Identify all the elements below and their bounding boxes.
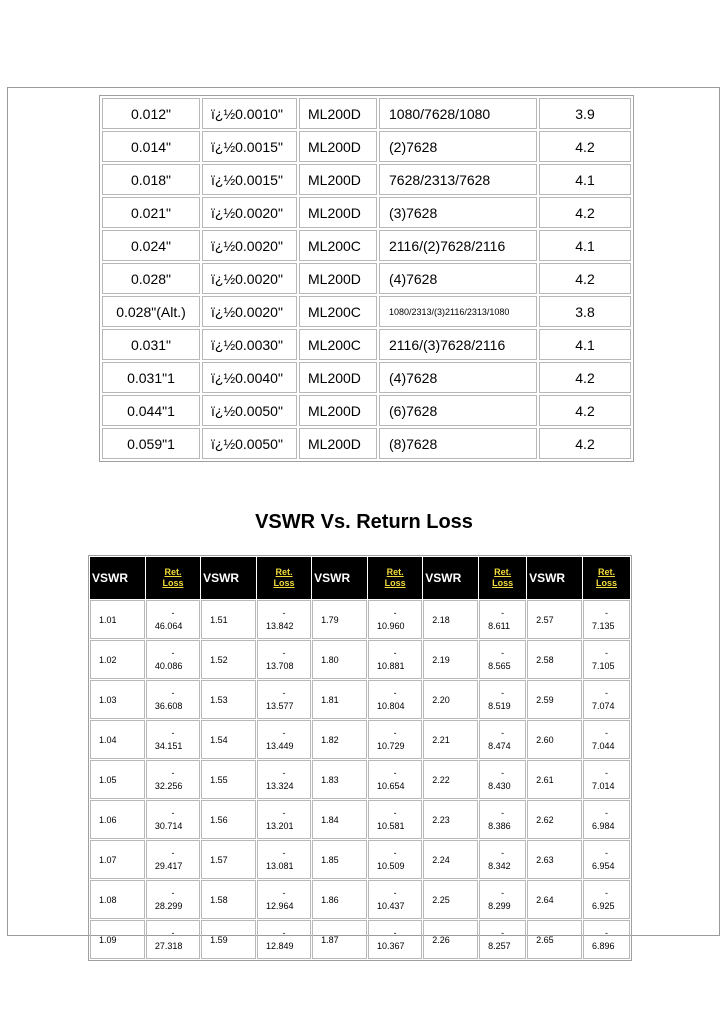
- vswr-value: 1.52: [201, 640, 256, 679]
- vswr-value: 2.19: [423, 640, 478, 679]
- table-row: [102, 164, 631, 195]
- cell-tolerance: ï¿½0.0050": [202, 428, 297, 459]
- minus-sign: -: [604, 607, 608, 618]
- cell-dk: 4.1: [539, 230, 631, 261]
- vswr-value: 2.62: [527, 800, 582, 839]
- return-loss-value: [146, 640, 200, 679]
- vswr-value: 2.21: [423, 720, 478, 759]
- return-loss-number: 8.519: [488, 700, 511, 711]
- table-row: [90, 640, 630, 679]
- vswr-value: 1.84: [312, 800, 367, 839]
- return-loss-number: 8.430: [488, 780, 511, 791]
- return-loss-number: 13.577: [265, 700, 294, 711]
- return-loss-value: [479, 880, 526, 919]
- minus-sign: -: [501, 927, 505, 938]
- cell-material: ML200C: [299, 329, 377, 360]
- minus-sign: -: [282, 807, 286, 818]
- return-loss-value: [583, 880, 630, 919]
- vswr-value: 1.02: [90, 640, 145, 679]
- return-loss-number: 10.509: [377, 860, 405, 871]
- minus-sign: -: [393, 647, 397, 658]
- cell-construction: 2116/(2)7628/2116: [379, 230, 537, 261]
- minus-sign: -: [604, 727, 608, 738]
- cell-material: ML200D: [299, 131, 377, 162]
- table-row: [102, 263, 631, 294]
- minus-sign: -: [393, 767, 397, 778]
- cell-tolerance: ï¿½0.0020": [202, 263, 297, 294]
- return-loss-value: [479, 680, 526, 719]
- return-loss-value: [257, 920, 311, 959]
- return-loss-number: 32.256: [154, 780, 183, 791]
- vswr-value: 2.59: [527, 680, 582, 719]
- return-loss-header-line1: Ret.: [494, 567, 512, 577]
- return-loss-header: [479, 557, 526, 599]
- cell-tolerance: ï¿½0.0020": [202, 197, 297, 228]
- return-loss-header: [583, 557, 630, 599]
- return-loss-value: [146, 760, 200, 799]
- return-loss-number: 10.804: [377, 700, 405, 711]
- minus-sign: -: [393, 727, 397, 738]
- cell-material: ML200C: [299, 230, 377, 261]
- vswr-header: VSWR: [312, 557, 367, 599]
- cell-tolerance: ï¿½0.0015": [202, 131, 297, 162]
- minus-sign: -: [171, 847, 175, 858]
- return-loss-value: [583, 800, 630, 839]
- minus-sign: -: [393, 847, 397, 858]
- vswr-value: 1.01: [90, 600, 145, 639]
- minus-sign: -: [501, 647, 505, 658]
- return-loss-number: 13.201: [265, 820, 294, 831]
- minus-sign: -: [282, 927, 286, 938]
- cell-construction: (4)7628: [379, 263, 537, 294]
- minus-sign: -: [393, 687, 397, 698]
- minus-sign: -: [604, 647, 608, 658]
- cell-material: ML200C: [299, 296, 377, 327]
- return-loss-value: [583, 920, 630, 959]
- table-row: [102, 98, 631, 129]
- return-loss-number: 6.896: [591, 940, 615, 951]
- cell-dk: 4.2: [539, 362, 631, 393]
- table-row: [90, 760, 630, 799]
- board-thickness-table: [99, 95, 634, 462]
- return-loss-value: [479, 600, 526, 639]
- return-loss-value: [479, 800, 526, 839]
- cell-tolerance: ï¿½0.0030": [202, 329, 297, 360]
- cell-tolerance: ï¿½0.0015": [202, 164, 297, 195]
- table-row: [102, 230, 631, 261]
- vswr-value: 2.61: [527, 760, 582, 799]
- cell-thickness: 0.031": [102, 329, 200, 360]
- return-loss-value: [583, 680, 630, 719]
- minus-sign: -: [282, 687, 286, 698]
- vswr-value: 1.57: [201, 840, 256, 879]
- return-loss-header: [146, 557, 200, 599]
- cell-dk: 4.2: [539, 395, 631, 426]
- return-loss-value: [257, 840, 311, 879]
- table-row: [90, 840, 630, 879]
- cell-tolerance: ï¿½0.0020": [202, 230, 297, 261]
- vswr-value: 2.23: [423, 800, 478, 839]
- return-loss-value: [479, 920, 526, 959]
- return-loss-number: 10.581: [377, 820, 405, 831]
- cell-thickness: 0.021": [102, 197, 200, 228]
- return-loss-number: 10.367: [377, 940, 405, 951]
- return-loss-number: 40.086: [154, 660, 183, 671]
- vswr-value: 1.58: [201, 880, 256, 919]
- vswr-header: VSWR: [423, 557, 478, 599]
- return-loss-value: [257, 600, 311, 639]
- return-loss-value: [368, 880, 422, 919]
- minus-sign: -: [171, 887, 175, 898]
- vswr-value: 1.59: [201, 920, 256, 959]
- minus-sign: -: [282, 727, 286, 738]
- vswr-value: 1.86: [312, 880, 367, 919]
- minus-sign: -: [393, 887, 397, 898]
- return-loss-number: 8.474: [488, 740, 511, 751]
- cell-tolerance: ï¿½0.0010": [202, 98, 297, 129]
- cell-thickness: 0.012": [102, 98, 200, 129]
- return-loss-value: [146, 720, 200, 759]
- cell-material: ML200D: [299, 263, 377, 294]
- return-loss-value: [368, 640, 422, 679]
- return-loss-number: 6.984: [591, 820, 615, 831]
- vswr-value: 1.04: [90, 720, 145, 759]
- return-loss-header-line1: Ret.: [164, 567, 182, 577]
- vswr-value: 2.22: [423, 760, 478, 799]
- vswr-value: 1.82: [312, 720, 367, 759]
- return-loss-value: [146, 920, 200, 959]
- return-loss-number: 13.081: [265, 860, 294, 871]
- return-loss-value: [257, 640, 311, 679]
- minus-sign: -: [604, 887, 608, 898]
- minus-sign: -: [171, 607, 175, 618]
- table-row: [102, 131, 631, 162]
- return-loss-header-line2: Loss: [595, 578, 617, 588]
- return-loss-number: 7.044: [591, 740, 615, 751]
- vswr-value: 2.26: [423, 920, 478, 959]
- cell-thickness: 0.044"1: [102, 395, 200, 426]
- vswr-value: 2.58: [527, 640, 582, 679]
- minus-sign: -: [501, 807, 505, 818]
- return-loss-value: [368, 760, 422, 799]
- return-loss-value: [583, 760, 630, 799]
- cell-thickness: 0.028"(Alt.): [102, 296, 200, 327]
- minus-sign: -: [604, 927, 608, 938]
- return-loss-value: [146, 840, 200, 879]
- return-loss-value: [479, 720, 526, 759]
- vswr-value: 1.87: [312, 920, 367, 959]
- return-loss-number: 6.925: [591, 900, 615, 911]
- vswr-header: VSWR: [90, 557, 145, 599]
- return-loss-number: 36.608: [154, 700, 183, 711]
- minus-sign: -: [171, 767, 175, 778]
- cell-dk: 4.1: [539, 329, 631, 360]
- vswr-value: 1.54: [201, 720, 256, 759]
- return-loss-value: [257, 800, 311, 839]
- cell-material: ML200D: [299, 98, 377, 129]
- cell-tolerance: ï¿½0.0020": [202, 296, 297, 327]
- return-loss-number: 8.386: [488, 820, 511, 831]
- return-loss-number: 13.449: [265, 740, 294, 751]
- table-row: [90, 920, 630, 959]
- return-loss-value: [257, 720, 311, 759]
- return-loss-header-line2: Loss: [492, 578, 514, 588]
- cell-construction: 1080/2313/(3)2116/2313/1080: [379, 296, 537, 327]
- minus-sign: -: [501, 607, 505, 618]
- return-loss-header-line2: Loss: [273, 578, 295, 588]
- cell-material: ML200D: [299, 395, 377, 426]
- return-loss-number: 28.299: [154, 900, 183, 911]
- cell-dk: 4.2: [539, 131, 631, 162]
- cell-dk: 4.2: [539, 263, 631, 294]
- cell-construction: 2116/(3)7628/2116: [379, 329, 537, 360]
- return-loss-number: 30.714: [154, 820, 183, 831]
- minus-sign: -: [171, 927, 175, 938]
- vswr-value: 2.57: [527, 600, 582, 639]
- return-loss-header-line1: Ret.: [386, 567, 404, 577]
- cell-material: ML200D: [299, 362, 377, 393]
- cell-tolerance: ï¿½0.0040": [202, 362, 297, 393]
- vswr-value: 1.03: [90, 680, 145, 719]
- minus-sign: -: [501, 847, 505, 858]
- return-loss-number: 8.299: [488, 900, 511, 911]
- return-loss-value: [583, 600, 630, 639]
- return-loss-value: [479, 840, 526, 879]
- return-loss-number: 10.654: [377, 780, 405, 791]
- vswr-value: 1.05: [90, 760, 145, 799]
- return-loss-number: 13.708: [265, 660, 294, 671]
- vswr-value: 1.81: [312, 680, 367, 719]
- return-loss-number: 8.342: [488, 860, 511, 871]
- minus-sign: -: [171, 647, 175, 658]
- vswr-value: 1.07: [90, 840, 145, 879]
- return-loss-number: 8.257: [488, 940, 511, 951]
- minus-sign: -: [282, 607, 286, 618]
- table-row: [102, 362, 631, 393]
- return-loss-number: 7.105: [591, 660, 615, 671]
- vswr-value: 1.83: [312, 760, 367, 799]
- cell-thickness: 0.028": [102, 263, 200, 294]
- return-loss-number: 12.964: [265, 900, 294, 911]
- table-row: [90, 800, 630, 839]
- minus-sign: -: [501, 887, 505, 898]
- return-loss-value: [583, 720, 630, 759]
- minus-sign: -: [282, 767, 286, 778]
- cell-dk: 3.9: [539, 98, 631, 129]
- return-loss-number: 12.849: [265, 940, 294, 951]
- vswr-value: 1.08: [90, 880, 145, 919]
- return-loss-number: 10.729: [377, 740, 405, 751]
- minus-sign: -: [171, 687, 175, 698]
- return-loss-number: 46.064: [154, 620, 183, 631]
- table-row: [90, 720, 630, 759]
- cell-construction: (4)7628: [379, 362, 537, 393]
- table-row: [102, 197, 631, 228]
- vswr-value: 2.65: [527, 920, 582, 959]
- cell-thickness: 0.024": [102, 230, 200, 261]
- cell-dk: 3.8: [539, 296, 631, 327]
- vswr-value: 1.51: [201, 600, 256, 639]
- table-row: [90, 600, 630, 639]
- return-loss-value: [583, 840, 630, 879]
- return-loss-value: [146, 800, 200, 839]
- cell-material: ML200D: [299, 428, 377, 459]
- return-loss-number: 6.954: [591, 860, 615, 871]
- cell-construction: (2)7628: [379, 131, 537, 162]
- return-loss-number: 7.074: [591, 700, 615, 711]
- return-loss-value: [146, 880, 200, 919]
- minus-sign: -: [501, 727, 505, 738]
- return-loss-value: [368, 840, 422, 879]
- table-row: [102, 428, 631, 459]
- minus-sign: -: [604, 847, 608, 858]
- return-loss-header: [368, 557, 422, 599]
- return-loss-value: [257, 880, 311, 919]
- minus-sign: -: [501, 767, 505, 778]
- return-loss-value: [146, 680, 200, 719]
- return-loss-header-line2: Loss: [162, 578, 184, 588]
- vswr-header: VSWR: [527, 557, 582, 599]
- minus-sign: -: [393, 927, 397, 938]
- return-loss-number: 27.318: [154, 940, 183, 951]
- return-loss-value: [146, 600, 200, 639]
- vswr-value: 1.06: [90, 800, 145, 839]
- table-row: [102, 329, 631, 360]
- return-loss-value: [257, 680, 311, 719]
- return-loss-value: [368, 680, 422, 719]
- minus-sign: -: [604, 767, 608, 778]
- cell-tolerance: ï¿½0.0050": [202, 395, 297, 426]
- vswr-value: 1.53: [201, 680, 256, 719]
- return-loss-number: 7.014: [591, 780, 615, 791]
- cell-thickness: 0.014": [102, 131, 200, 162]
- vswr-value: 1.09: [90, 920, 145, 959]
- minus-sign: -: [501, 687, 505, 698]
- vswr-value: 2.18: [423, 600, 478, 639]
- return-loss-value: [479, 760, 526, 799]
- cell-construction: 1080/7628/1080: [379, 98, 537, 129]
- minus-sign: -: [171, 807, 175, 818]
- return-loss-number: 8.565: [488, 660, 511, 671]
- return-loss-value: [368, 800, 422, 839]
- minus-sign: -: [171, 727, 175, 738]
- cell-material: ML200D: [299, 197, 377, 228]
- vswr-return-loss-table: [88, 555, 632, 961]
- minus-sign: -: [282, 647, 286, 658]
- vswr-value: 2.20: [423, 680, 478, 719]
- vswr-value: 2.25: [423, 880, 478, 919]
- return-loss-header-line1: Ret.: [275, 567, 293, 577]
- vswr-value: 1.85: [312, 840, 367, 879]
- return-loss-number: 29.417: [154, 860, 183, 871]
- vswr-value: 2.24: [423, 840, 478, 879]
- return-loss-value: [368, 920, 422, 959]
- vswr-value: 2.64: [527, 880, 582, 919]
- cell-construction: 7628/2313/7628: [379, 164, 537, 195]
- cell-thickness: 0.031"1: [102, 362, 200, 393]
- return-loss-value: [583, 640, 630, 679]
- cell-material: ML200D: [299, 164, 377, 195]
- cell-dk: 4.2: [539, 197, 631, 228]
- minus-sign: -: [282, 887, 286, 898]
- cell-dk: 4.2: [539, 428, 631, 459]
- vswr-value: 2.63: [527, 840, 582, 879]
- return-loss-number: 8.611: [488, 620, 510, 631]
- cell-construction: (3)7628: [379, 197, 537, 228]
- cell-construction: (6)7628: [379, 395, 537, 426]
- table-row: [102, 296, 631, 327]
- return-loss-header-line1: Ret.: [597, 567, 615, 577]
- table-row: [90, 880, 630, 919]
- return-loss-number: 10.960: [377, 620, 405, 631]
- return-loss-number: 10.437: [377, 900, 405, 911]
- return-loss-value: [479, 640, 526, 679]
- minus-sign: -: [393, 607, 397, 618]
- minus-sign: -: [393, 807, 397, 818]
- return-loss-number: 34.151: [154, 740, 183, 751]
- return-loss-value: [368, 720, 422, 759]
- return-loss-value: [257, 760, 311, 799]
- cell-construction: (8)7628: [379, 428, 537, 459]
- minus-sign: -: [604, 807, 608, 818]
- return-loss-number: 13.842: [265, 620, 294, 631]
- vswr-value: 1.80: [312, 640, 367, 679]
- cell-thickness: 0.059"1: [102, 428, 200, 459]
- vswr-value: 1.55: [201, 760, 256, 799]
- return-loss-number: 7.135: [591, 620, 615, 631]
- cell-thickness: 0.018": [102, 164, 200, 195]
- vswr-value: 1.79: [312, 600, 367, 639]
- table-row: [102, 395, 631, 426]
- vswr-header: VSWR: [201, 557, 256, 599]
- return-loss-header-line2: Loss: [384, 578, 406, 588]
- return-loss-header: [257, 557, 311, 599]
- vswr-title: VSWR Vs. Return Loss: [255, 511, 473, 533]
- minus-sign: -: [604, 687, 608, 698]
- return-loss-number: 13.324: [265, 780, 294, 791]
- vswr-value: 1.56: [201, 800, 256, 839]
- return-loss-value: [368, 600, 422, 639]
- cell-dk: 4.1: [539, 164, 631, 195]
- table-row: [90, 680, 630, 719]
- minus-sign: -: [282, 847, 286, 858]
- return-loss-number: 10.881: [377, 660, 405, 671]
- vswr-value: 2.60: [527, 720, 582, 759]
